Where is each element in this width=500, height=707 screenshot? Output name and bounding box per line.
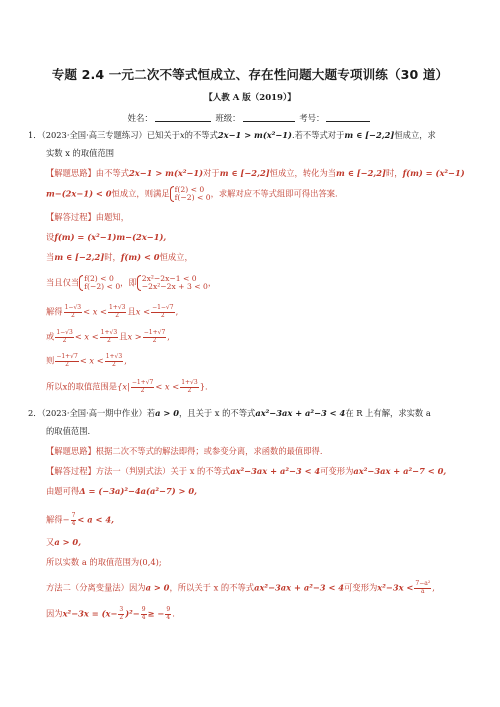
exam-no-blank[interactable] <box>326 121 370 122</box>
q2-method2-line: 方法二（分离变量法）因为a > 0，所以关于 x 的不等式ax²−3ax + a²−3 < 4可变形为x²−3x < $\frac{\text{7−a²}}{a}$ , <box>46 580 435 595</box>
q1-stem-line2: 实数 x 的取值范围 <box>46 148 115 158</box>
q2-result-line3: 所以实数 a 的取值范围为(0,4); <box>46 557 162 567</box>
q2-stem-line2: 的取值范围. <box>46 426 91 436</box>
q2-method1-line: 【解答过程】方法一（判别式法）关于 x 的不等式ax²−3ax + a²−3 < 4可变形为ax²−3ax + a²−7 < 0, <box>46 466 447 476</box>
class-label: 班级： <box>215 113 241 123</box>
q1-step-2: 当m ∈ [−2,2]时，f(m) < 0恒成立， <box>46 252 193 262</box>
q2-result-line2: 又a > 0, <box>46 537 82 547</box>
q2-minimum-line: 因为x²−3x = (x− $\frac{3}{2}$ )²− $\frac{9}{4}$ ≥ − $\frac{9}{4}$ . <box>46 606 175 621</box>
q1-step-4: 解得 $\frac{1-√3}{2}$ < x < $\frac{1+√3}{2}$ 且x < $\frac{-1-√7}{2}$ , <box>46 304 179 319</box>
q1-idea-system: f(2) < 0 f(−2) < 0 <box>170 186 211 202</box>
q2-process-tag: 【解答过程】 <box>46 466 96 476</box>
q1-idea-line1: 【解题思路】由不等式2x−1 > m(x²−1)对于m ∈ [−2,2]恒成立，转化为当m ∈ [−2,2]时，f(m) = (x²−1) <box>46 168 465 178</box>
q1-step-7: 所以x的取值范围是{x| $\frac{-1+√7}{2}$ < x < $\frac{1+√3}{2}$ }. <box>46 379 208 394</box>
q1-step-6: 则 $\frac{-1+√7}{2}$ < x < $\frac{1+√3}{2}$ , <box>46 353 127 368</box>
exam-no-label: 考号： <box>299 113 325 123</box>
edition-label: 【人教 A 版（2019）】 <box>204 93 296 103</box>
q2-idea-tag: 【解题思路】 <box>46 446 96 456</box>
q1-step-5: 或 $\frac{1-√3}{2}$ < x < $\frac{1+√3}{2}$ 且x > $\frac{-1+√7}{2}$ , <box>46 329 170 344</box>
q1-process-tag: 【解答过程】 <box>46 212 96 222</box>
q1-stem-line1: 1．（2023·全国·高三专题练习）已知关于x的不等式2x−1 > m(x²−1).若不等式对于m ∈ [−2,2]恒成立，求 <box>28 130 436 140</box>
q1-idea-tag: 【解题思路】 <box>46 168 96 178</box>
q1-idea-line2: m−(2x−1) < 0恒成立，则满足 f(2) < 0 f(−2) < 0 ，求解对应不等式组即可得出答案. <box>46 185 338 202</box>
q1-process-line: 【解答过程】由题知， <box>46 212 129 222</box>
q1-step-3: 当且仅当 f(2) < 0 f(−2) < 0 ，即 2x²−2x−1 < 0 −2x²−2x + 3 < 0 ， <box>46 274 217 291</box>
q1-step-1: 设f(m) = (x²−1)m−(2x−1), <box>46 232 167 242</box>
name-blank[interactable] <box>155 121 211 122</box>
q2-idea-line: 【解题思路】根据二次不等式的解法即得；或参变分离，求函数的最值即得. <box>46 446 323 456</box>
q2-stem-line1: 2．（2023·全国·高一期中作业）若a > 0，且关于 x 的不等式ax²−3ax + a²−3 < 4在 R 上有解，求实数 a <box>28 408 431 418</box>
q2-result-line1: 解得− $\frac{7}{4}$ < a < 4, <box>46 512 114 527</box>
page-title: 专题 2.4 一元二次不等式恒成立、存在性问题大题专项训练（30 道） <box>51 67 449 82</box>
q2-discriminant-line: 由题可得Δ = (−3a)²−4a(a²−7) > 0, <box>46 486 198 496</box>
name-label: 姓名： <box>127 113 153 123</box>
class-blank[interactable] <box>243 121 295 122</box>
student-info-row <box>0 112 500 124</box>
